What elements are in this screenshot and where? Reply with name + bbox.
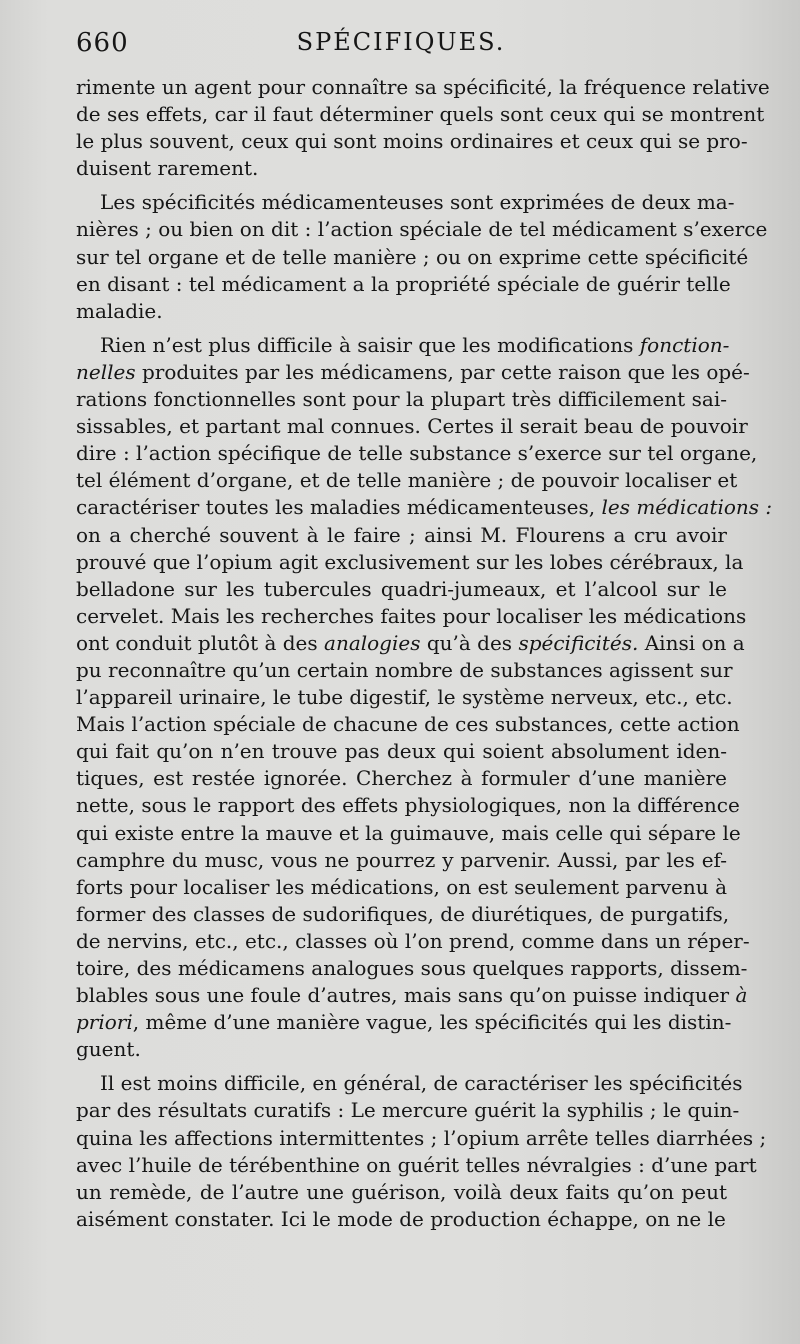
text-line — [76, 738, 727, 765]
text-run: avec l’huile de térébenthine on guérit telles névralgies : d’une part — [76, 1152, 757, 1177]
text-run: de ses effets, car il faut déterminer quels sont ceux qui se montrent — [76, 102, 765, 127]
text-line — [76, 847, 727, 874]
text-run: blables sous une foule d’autres, mais sans qu’on puisse indiquer — [76, 983, 736, 1008]
text-line — [76, 1097, 740, 1124]
text-run: tel élément d’organe, et de telle manière ; de pouvoir localiser et — [76, 468, 738, 493]
italic-text: les médications : — [601, 495, 773, 520]
text-run: cervelet. Mais les recherches faites pour localiser les médications — [76, 603, 747, 628]
text-run: le plus souvent, ceux qui sont moins ordinaires et ceux qui se pro- — [76, 129, 748, 154]
text-run: qu’à des — [420, 630, 519, 655]
text-run: dire : l’action spécifique de telle substance s’exerce sur tel organe, — [76, 441, 758, 466]
text-run: camphre du musc, vous ne pourrez y parvenir. Aussi, par les ef- — [76, 847, 727, 872]
paragraph-gap — [76, 182, 727, 189]
text-run: tiques, est restée ignorée. Cherchez à formuler d’une manière — [76, 766, 727, 791]
italic-text: à — [735, 983, 748, 1008]
text-run: Mais l’action spéciale de chacune de ces substances, cette action — [76, 712, 740, 737]
paragraph — [76, 74, 770, 182]
text-run: forts pour localiser les médications, on est seulement parvenu à — [76, 874, 727, 899]
text-line — [76, 1036, 727, 1063]
text-line — [76, 928, 750, 955]
text-line — [76, 1206, 727, 1233]
paragraph — [76, 1070, 767, 1233]
text-line — [76, 494, 773, 521]
text-line — [76, 1125, 767, 1152]
body-text — [76, 74, 773, 1233]
text-line — [76, 684, 733, 711]
text-run: , même d’une manière vague, les spécificités qui les distin- — [132, 1010, 732, 1035]
text-run: rimente un agent pour connaître sa spécificité, la fréquence relative — [76, 75, 770, 99]
italic-text: spécificités. — [518, 630, 639, 655]
text-line — [76, 901, 730, 928]
italic-text: analogies — [324, 630, 421, 655]
text-line — [76, 298, 727, 325]
text-run: rations fonctionnelles sont pour la plupart très difficilement sai- — [76, 387, 727, 412]
text-line — [76, 332, 730, 359]
paragraph — [76, 189, 768, 324]
text-run: guent. — [76, 1037, 141, 1062]
text-line — [76, 603, 747, 630]
text-run: nières ; ou bien on dit : l’action spéciale de tel médicament s’exerce — [76, 217, 768, 242]
text-run: belladone sur les tubercules quadri-jumeaux, et l’alcool sur le — [76, 576, 727, 601]
text-line — [76, 359, 750, 386]
text-run: l’appareil urinaire, le tube digestif, le système nerveux, etc., etc. — [76, 685, 733, 710]
text-line — [76, 189, 735, 216]
text-line — [76, 1179, 727, 1206]
italic-text: nelles — [76, 359, 136, 384]
text-run: un remède, de l’autre une guérison, voilà deux faits qu’on peut — [76, 1179, 727, 1204]
text-run: prouvé que l’opium agit exclusivement sur les lobes cérébraux, la — [76, 549, 744, 574]
running-title: SPÉCIFIQUES. — [296, 28, 506, 56]
text-run: caractériser toutes les maladies médicamenteuses, — [76, 495, 602, 520]
paragraph-gap — [76, 1063, 727, 1070]
page-header — [76, 28, 726, 62]
text-line — [76, 1152, 757, 1179]
text-line — [76, 386, 727, 413]
text-run: pu reconnaître qu’un certain nombre de substances agissent sur — [76, 657, 733, 682]
text-line — [76, 792, 740, 819]
text-line — [76, 467, 738, 494]
text-line — [76, 982, 748, 1009]
text-line — [76, 955, 748, 982]
text-run: Rien n’est plus difficile à saisir que les modifications — [100, 332, 640, 357]
text-run: maladie. — [76, 298, 163, 323]
text-run: qui existe entre la mauve et la guimauve, mais celle qui sépare le — [76, 820, 741, 845]
text-run: sissables, et partant mal connues. Certes il serait beau de pouvoir — [76, 414, 748, 439]
text-line — [76, 101, 765, 128]
text-line — [76, 244, 749, 271]
text-run: Les spécificités médicamenteuses sont exprimées de deux ma- — [100, 190, 735, 215]
text-run: en disant : tel médicament a la propriété spéciale de guérir telle — [76, 271, 731, 296]
page-number: 660 — [76, 28, 129, 58]
text-run: qui fait qu’on n’en trouve pas deux qui soient absolument iden- — [76, 739, 727, 764]
italic-text: priori — [76, 1010, 133, 1035]
text-line — [76, 630, 745, 657]
text-line — [76, 1070, 743, 1097]
text-run: toire, des médicamens analogues sous quelques rapports, dissem- — [76, 956, 748, 980]
text-run: aisément constater. Ici le mode de production échappe, on ne le — [76, 1206, 726, 1231]
text-run: produites par les médicamens, par cette raison que les opé- — [135, 359, 750, 384]
text-run: de nervins, etc., etc., classes où l’on prend, comme dans un réper- — [76, 928, 750, 953]
text-line — [76, 1009, 732, 1036]
text-line — [76, 413, 748, 440]
text-line — [76, 271, 731, 298]
text-line — [76, 522, 727, 549]
text-line — [76, 216, 768, 243]
text-run: former des classes de sudorifiques, de diurétiques, de purgatifs, — [76, 901, 730, 926]
text-line — [76, 576, 727, 603]
text-run: Il est moins difficile, en général, de caractériser les spécificités — [100, 1071, 743, 1096]
paragraph-gap — [76, 325, 727, 332]
text-line — [76, 549, 744, 576]
text-line — [76, 657, 733, 684]
text-line — [76, 711, 740, 738]
text-line — [76, 874, 727, 901]
text-line — [76, 765, 727, 792]
paragraph — [76, 332, 773, 1064]
text-line — [76, 440, 758, 467]
text-line — [76, 128, 748, 155]
text-line — [76, 74, 770, 101]
text-run: ont conduit plutôt à des — [76, 630, 325, 655]
text-run: nette, sous le rapport des effets physiologiques, non la différence — [76, 793, 740, 818]
text-line — [76, 820, 741, 847]
text-run: Ainsi on a — [638, 630, 745, 655]
text-run: par des résultats curatifs : Le mercure guérit la syphilis ; le quin- — [76, 1098, 740, 1123]
text-run: quina les affections intermittentes ; l’opium arrête telles diarrhées ; — [76, 1125, 767, 1150]
text-line — [76, 155, 727, 182]
text-run: on a cherché souvent à le faire ; ainsi M. Flourens a cru avoir — [76, 522, 727, 547]
text-run: duisent rarement. — [76, 156, 259, 181]
italic-text: fonction- — [639, 332, 730, 357]
text-run: sur tel organe et de telle manière ; ou on exprime cette spécificité — [76, 244, 749, 269]
